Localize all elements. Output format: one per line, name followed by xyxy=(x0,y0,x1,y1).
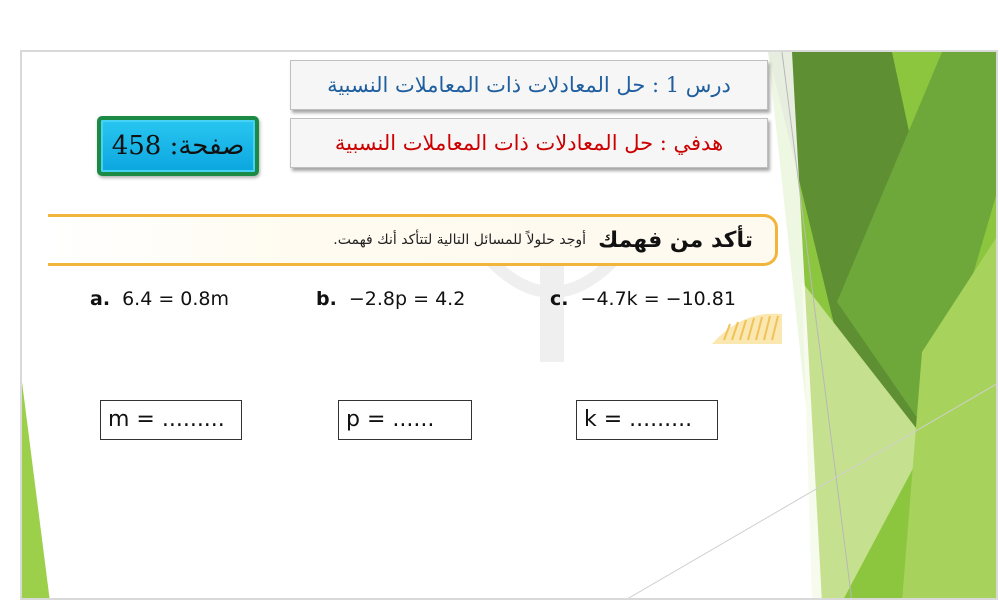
answer-box-k[interactable] xyxy=(576,400,718,440)
answer-m-text: m = ......... xyxy=(108,407,225,432)
page-number-label: صفحة: 458 xyxy=(111,131,245,161)
check-understanding-banner xyxy=(48,214,778,266)
problem-a-equation: 6.4 = 0.8m xyxy=(122,288,230,310)
problem-c xyxy=(550,288,736,310)
slide xyxy=(20,50,998,600)
problem-a-label: a. xyxy=(90,288,111,310)
problem-b-equation: −2.8p = 4.2 xyxy=(348,288,466,310)
goal-title-box xyxy=(290,118,768,168)
goal-title: هدفي : حل المعادلات ذات المعاملات النسبية xyxy=(334,131,724,155)
problem-b-label: b. xyxy=(316,288,337,310)
check-understanding-instruction: أوجد حلولاً للمسائل التالية لتتأكد أنك فهمت. xyxy=(333,232,587,248)
problem-b xyxy=(316,288,465,310)
problem-c-label: c. xyxy=(550,288,569,310)
problem-c-equation: −4.7k = −10.81 xyxy=(580,288,736,310)
problem-a xyxy=(90,288,229,310)
answer-p-text: p = ...... xyxy=(346,407,435,432)
left-green-shard xyxy=(22,382,50,600)
answer-box-m[interactable] xyxy=(100,400,242,440)
answer-k-text: k = ......... xyxy=(584,407,693,432)
answer-box-p[interactable] xyxy=(338,400,472,440)
banner-stripes-decoration xyxy=(702,310,782,344)
lesson-title-box xyxy=(290,60,768,110)
check-understanding-title: تأكد من فهمك xyxy=(598,227,753,253)
lesson-title: درس 1 : حل المعادلات ذات المعاملات النسبية xyxy=(327,73,731,97)
page-number-button[interactable] xyxy=(97,116,259,176)
